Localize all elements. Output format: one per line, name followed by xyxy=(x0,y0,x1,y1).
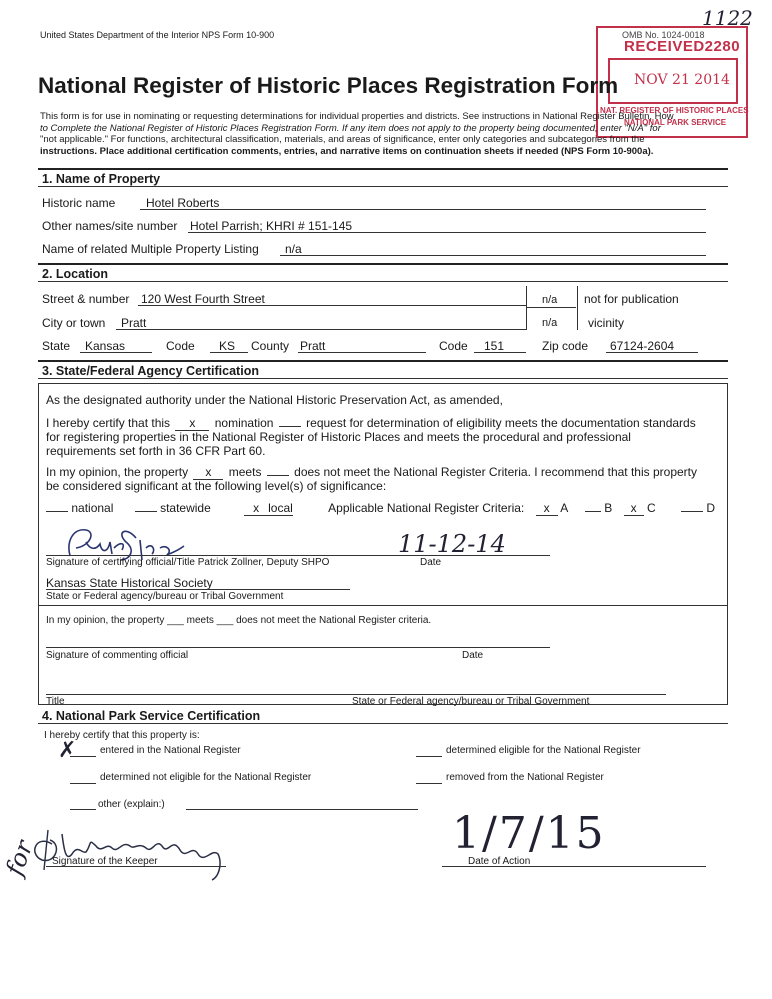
street-value[interactable]: 120 West Fourth Street xyxy=(141,292,265,306)
city-line xyxy=(116,329,526,330)
section2-rule xyxy=(38,281,728,282)
cert-p1: As the designated authority under the National Historic Preservation Act, as amended, xyxy=(46,393,503,407)
state-value[interactable]: Kansas xyxy=(85,339,126,353)
meets-mark[interactable]: x xyxy=(193,465,223,480)
section3-top-rule xyxy=(38,360,728,362)
entered-blank[interactable] xyxy=(70,756,96,757)
county-label: County xyxy=(251,339,290,353)
section4-rule xyxy=(38,723,728,724)
shpo-date-label: Date xyxy=(420,557,442,568)
county-code-line xyxy=(474,352,526,353)
cert-p2-line3: requirements set forth in 36 CFR Part 60. xyxy=(46,444,266,458)
det-eligible-blank[interactable] xyxy=(416,756,442,757)
street-line xyxy=(138,305,526,306)
city-value[interactable]: Pratt xyxy=(121,316,147,330)
level-national: national xyxy=(71,501,114,515)
level-statewide: statewide xyxy=(160,501,211,515)
commenting-sig-line xyxy=(46,647,550,648)
entered-check-mark: ✗ xyxy=(58,738,77,763)
vicinity-label: vicinity xyxy=(588,316,625,330)
historic-name-line xyxy=(140,209,706,210)
nps-intro: I hereby certify that this property is: xyxy=(44,730,200,741)
section4-heading: 4. National Park Service Certification xyxy=(42,709,261,723)
intro-text xyxy=(40,111,674,157)
zip-line xyxy=(606,352,698,353)
shpo-sig-line xyxy=(46,555,550,556)
national-mark[interactable] xyxy=(46,511,68,512)
state-label: State xyxy=(42,339,71,353)
other-label: other (explain:) xyxy=(98,799,165,810)
omb-number: OMB No. 1024-0018 xyxy=(622,30,705,40)
keeper-signature xyxy=(22,814,242,884)
section3-heading: 3. State/Federal Agency Certification xyxy=(42,364,259,378)
mpl-line xyxy=(280,255,706,256)
intro-line-1: This form is for use in nominating or requesting determinations for individual properties and districts. See instructions in National Register Bulletin, How xyxy=(40,111,674,122)
stamp-date-box xyxy=(608,58,738,104)
criteria-label: Applicable National Register Criteria: xyxy=(328,501,525,515)
cert-p2-line2: for registering properties in the National Register of Historic Places and meets the procedural and professional xyxy=(46,430,631,444)
shpo-date: 11-12-14 xyxy=(398,530,506,558)
county-code-value[interactable]: 151 xyxy=(484,339,505,353)
county-line xyxy=(298,352,426,353)
shpo-agency-line xyxy=(46,589,350,590)
zip-value[interactable]: 67124-2604 xyxy=(610,339,675,353)
significance-row xyxy=(46,501,715,516)
keeper-label: Signature of the Keeper xyxy=(52,856,158,867)
title-line xyxy=(46,694,666,695)
state-code-label: Code xyxy=(166,339,195,353)
for-note: for xyxy=(0,836,39,880)
historic-name-label: Historic name xyxy=(42,196,116,210)
commenting-date-label: Date xyxy=(462,650,484,661)
cert-p2 xyxy=(46,416,696,431)
section3-rule xyxy=(38,378,728,379)
criterion-b: B xyxy=(604,501,613,515)
stamp-line2: NATIONAL PARK SERVICE xyxy=(624,118,727,127)
title-label: Title xyxy=(46,696,65,707)
section2-heading: 2. Location xyxy=(42,267,108,281)
handwritten-number: 1122 xyxy=(702,6,753,30)
cert-p2b: nomination xyxy=(214,416,274,430)
agency2-label: State or Federal agency/bureau or Tribal Government xyxy=(352,696,590,707)
mpl-value[interactable]: n/a xyxy=(285,242,302,256)
vicinity-value[interactable]: n/a xyxy=(542,317,558,329)
section2-top-rule xyxy=(38,263,728,265)
cert-p2a: I hereby certify that this xyxy=(46,416,171,430)
cert-p3a: In my opinion, the property xyxy=(46,465,189,479)
det-eligible-label: determined eligible for the National Register xyxy=(446,745,641,756)
zip-label: Zip code xyxy=(542,339,589,353)
street-label: Street & number xyxy=(42,292,130,306)
county-code-label: Code xyxy=(439,339,468,353)
level-local: local xyxy=(268,501,293,515)
city-label: City or town xyxy=(42,316,106,330)
county-value[interactable]: Pratt xyxy=(300,339,326,353)
criterion-a-mark[interactable]: x xyxy=(536,501,558,516)
other-names-label: Other names/site number xyxy=(42,219,178,233)
other-blank[interactable] xyxy=(70,809,96,810)
section1-rule xyxy=(38,186,728,187)
stamp-date: NOV 21 2014 xyxy=(634,72,730,88)
statewide-mark[interactable] xyxy=(135,511,157,512)
state-code-value[interactable]: KS xyxy=(219,339,236,353)
section1-heading: 1. Name of Property xyxy=(42,172,161,186)
stamp-received: RECEIVED2280 xyxy=(624,38,741,55)
not-meet-mark[interactable] xyxy=(267,475,289,476)
historic-name-value[interactable]: Hotel Roberts xyxy=(146,196,220,210)
intro-line-4: instructions. Place additional certification comments, entries, and narrative items on continuation sheets if needed (NPS Form 10-900a). xyxy=(40,145,654,157)
form-title: National Register of Historic Places Registration Form xyxy=(38,73,619,98)
not-pub-label: not for publication xyxy=(584,292,679,306)
not-eligible-blank[interactable] xyxy=(70,783,96,784)
shpo-sig-label: Signature of certifying official/Title Patrick Zollner, Deputy SHPO xyxy=(46,557,330,568)
other-names-line xyxy=(188,232,706,233)
other-explain-line[interactable] xyxy=(186,809,418,810)
stamp-line1: NAT. REGISTER OF HISTORIC PLACES xyxy=(600,106,749,115)
shpo-agency: Kansas State Historical Society xyxy=(46,576,213,590)
shpo-agency-label: State or Federal agency/bureau or Tribal Government xyxy=(46,591,284,602)
criterion-b-mark[interactable] xyxy=(585,511,601,512)
cert-p3-line2: be considered significant at the following level(s) of significance: xyxy=(46,479,387,493)
intro-line-3: "not applicable." For functions, architectural classification, materials, and areas of significance, enter only categories and subcategories from the xyxy=(40,134,645,146)
intro-line-2: to Complete the National Register of Historic Places Registration Form. If any item does not apply to the property being documented, enter "N/A" for xyxy=(40,122,661,134)
nomination-mark[interactable]: x xyxy=(175,416,209,431)
opinion2-text: In my opinion, the property ___ meets ___ does not meet the National Register criteria. xyxy=(46,615,432,626)
criterion-d: D xyxy=(706,501,716,515)
not-pub-value[interactable]: n/a xyxy=(542,294,558,306)
cert-p3c: does not meet the National Register Criteria. I recommend that this property xyxy=(294,465,697,479)
criterion-a: A xyxy=(560,501,568,515)
cert-p2c: request for determination of eligibility meets the documentation standards xyxy=(306,416,696,430)
criterion-c-mark[interactable]: x xyxy=(624,501,644,516)
criterion-c: C xyxy=(647,501,656,515)
local-mark[interactable]: x xyxy=(244,501,268,516)
cert-p3b: meets xyxy=(228,465,262,479)
removed-blank[interactable] xyxy=(416,783,442,784)
not-eligible-label: determined not eligible for the National Register xyxy=(100,772,312,783)
removed-label: removed from the National Register xyxy=(446,772,604,783)
action-date-label: Date of Action xyxy=(468,856,531,867)
state-code-line xyxy=(210,352,248,353)
agency-line: United States Department of the Interior NPS Form 10-900 xyxy=(40,30,275,40)
request-mark[interactable] xyxy=(279,426,301,427)
section1-top-rule xyxy=(38,168,728,170)
mpl-label: Name of related Multiple Property Listing xyxy=(42,242,259,256)
other-names-value[interactable]: Hotel Parrish; KHRI # 151-145 xyxy=(190,219,353,233)
opinion-separator xyxy=(38,605,728,606)
action-date: 1/7/15 xyxy=(452,808,606,859)
entered-label: entered in the National Register xyxy=(100,745,241,756)
pub-box-rule xyxy=(526,307,576,308)
state-line xyxy=(80,352,152,353)
criterion-d-mark[interactable] xyxy=(681,511,703,512)
commenting-label: Signature of commenting official xyxy=(46,650,189,661)
cert-p3 xyxy=(46,465,697,480)
